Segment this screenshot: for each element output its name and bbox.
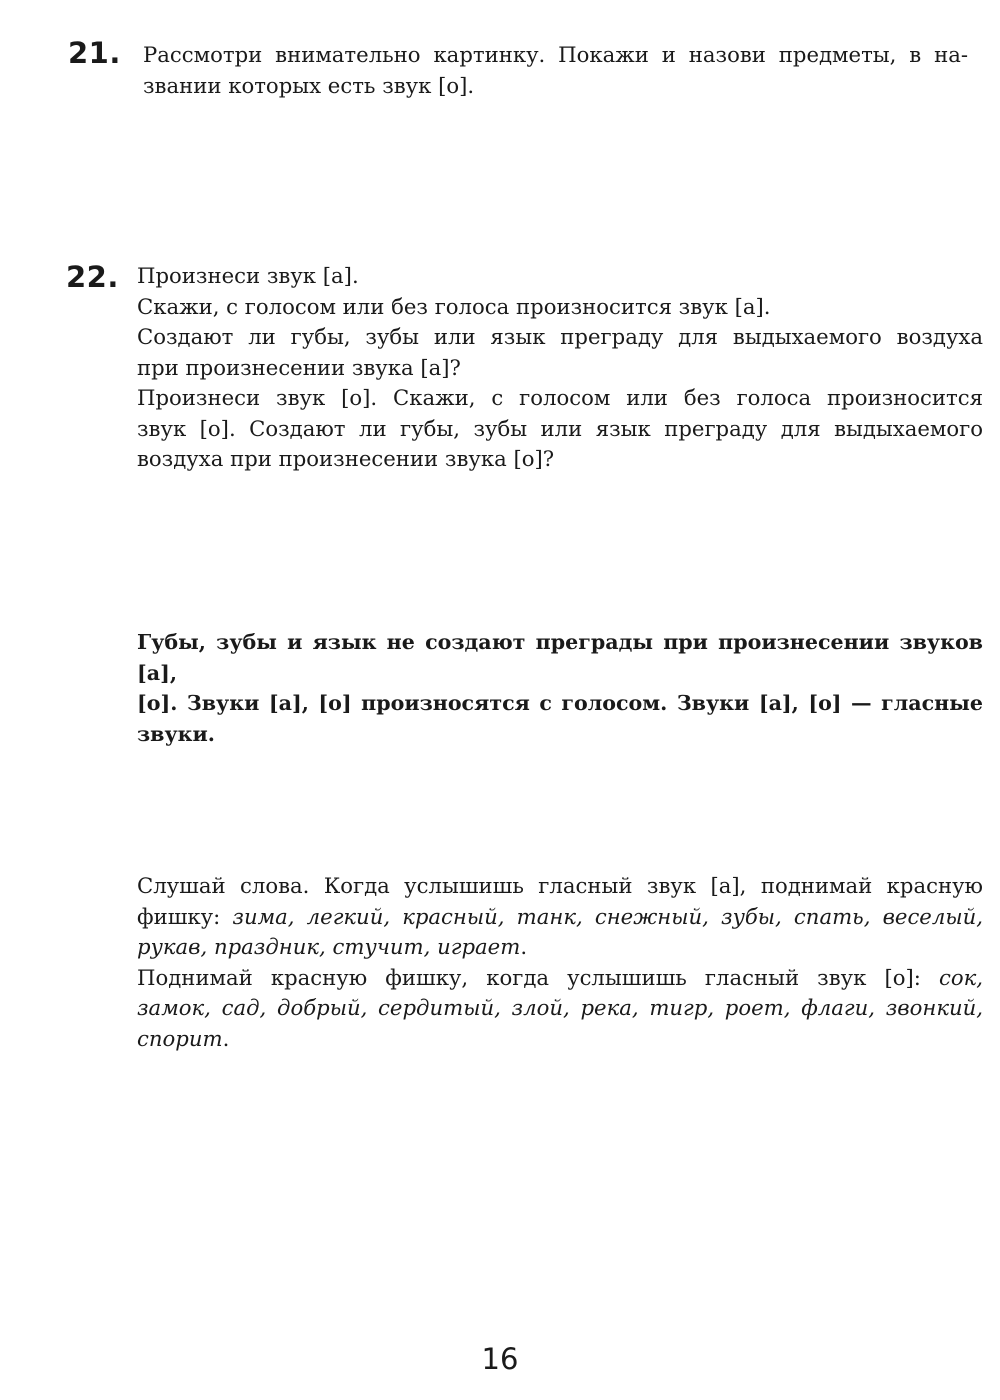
exercise-22-text	[137, 261, 983, 475]
listening-line-4-prefix: Поднимай красную фишку, когда услышишь гласный звук [о]:	[137, 964, 939, 990]
listening-line-6-end: .	[222, 1025, 230, 1051]
vowel-rule-line-3: звуки.	[137, 721, 215, 746]
exercise-22-line-1: Произнеси звук [а].	[137, 263, 359, 288]
exercise-21-number: 21.	[68, 36, 121, 70]
vowel-rule-line-1: Губы, зубы и язык не создают преграды при произнесении звуков [а],	[137, 630, 983, 685]
word-list-o-part-3: спорит	[137, 1025, 223, 1051]
vowel-rule	[137, 627, 983, 749]
word-list-a-part-2: рукав, праздник, стучит, играет	[137, 934, 521, 959]
listening-exercise	[137, 871, 983, 1054]
exercise-22-line-3: Создают ли губы, зубы или язык преграду для выдыхаемого воздуха	[137, 324, 983, 349]
exercise-22-number: 22.	[66, 260, 119, 294]
vowel-rule-line-2: [о]. Звуки [а], [о] произносятся с голосом. Звуки [а], [о] — гласные	[137, 691, 983, 715]
exercise-22-line-5: Произнеси звук [о]. Скажи, с голосом или без голоса произносится	[137, 385, 983, 410]
word-list-a-part-1: зима, легкий, красный, танк, снежный, зубы, спать, веселый,	[232, 903, 983, 929]
listening-line-6	[137, 1024, 983, 1055]
exercise-22-line-7: воздуха при произнесении звука [о]?	[137, 446, 555, 471]
listening-line-1: Слушай слова. Когда услышишь гласный звук [а], поднимай красную	[137, 873, 983, 898]
listening-line-2-prefix: фишку:	[137, 903, 233, 929]
page-number: 16	[481, 1342, 519, 1376]
listening-line-2	[137, 902, 983, 933]
exercise-21-line-1: Рассмотри внимательно картинку. Покажи и назови предметы, в на-	[143, 42, 968, 67]
listening-line-3-end: .	[520, 934, 528, 959]
exercise-22-line-4: при произнесении звука [а]?	[137, 354, 461, 380]
exercise-21-text	[143, 40, 968, 101]
exercise-21-line-2: звании которых есть звук [о].	[143, 72, 475, 98]
listening-line-3	[137, 932, 983, 963]
listening-line-4	[137, 963, 983, 994]
word-list-o-part-2: замок, сад, добрый, сердитый, злой, река, тигр, роет, флаги, звонкий,	[137, 995, 983, 1020]
exercise-22-line-6: звук [о]. Создают ли губы, зубы или язык преграду для выдыхаемого	[137, 415, 983, 441]
exercise-22-line-2: Скажи, с голосом или без голоса произносится звук [а].	[137, 293, 771, 319]
word-list-o-part-1: сок,	[938, 964, 983, 990]
